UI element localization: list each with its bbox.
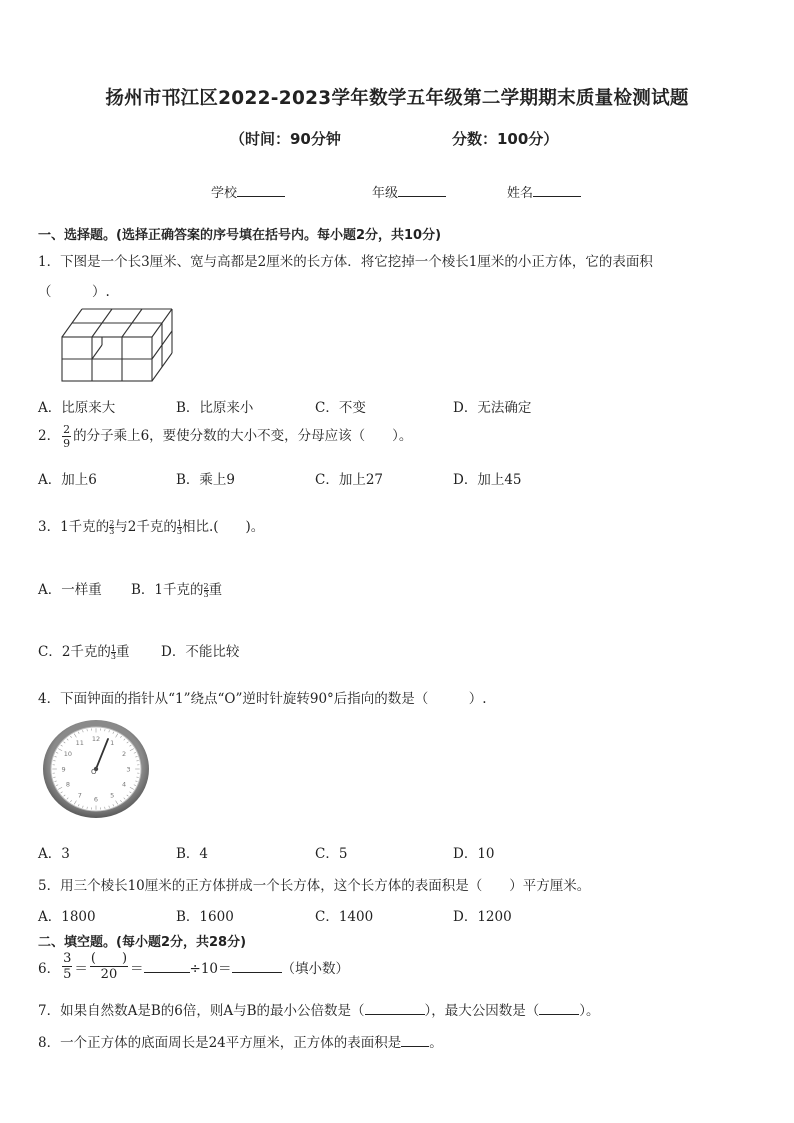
q1-option-a[interactable]: A．比原来大	[38, 400, 116, 416]
q6-f1-denominator: 5	[63, 967, 72, 982]
q7-gcd-blank[interactable]	[539, 1002, 579, 1015]
q5-option-b[interactable]: B．1600	[176, 909, 234, 925]
grade-field[interactable]	[372, 182, 446, 201]
clock-number: 8	[65, 780, 71, 789]
section2-heading: 二、填空题。(每小题2分，共28分)	[38, 935, 247, 950]
q3-option-b-numerator: 2	[203, 581, 209, 591]
q7-part1: 7．如果自然数A是B的6倍，则A与B的最小公倍数是（	[38, 1003, 365, 1019]
q3-f1-numerator: 2	[109, 518, 115, 528]
name-label: 姓名	[507, 186, 534, 201]
page-title: 扬州市邗江区2022-2023学年数学五年级第二学期期末质量检测试题	[105, 88, 689, 109]
q3-option-c-suffix: 重	[116, 644, 130, 660]
q6-fraction2[interactable]	[90, 952, 128, 981]
q1-answer-bracket: （ ）.	[38, 284, 110, 300]
q4-option-a[interactable]: A．3	[38, 846, 70, 862]
clock-number: 9	[61, 765, 66, 774]
q4-text: 4．下面钟面的指针从“1”绕点“O”逆时针旋转90°后指向的数是（ ）.	[38, 691, 487, 707]
q6-blank1[interactable]	[144, 960, 190, 973]
q6-fraction1	[62, 952, 72, 981]
q3-option-c-numerator: 1	[110, 643, 117, 653]
q3-option-c-text: C．2千克的	[38, 644, 111, 660]
q3-part3: 相比.( )。	[181, 519, 265, 535]
q6-text	[38, 952, 349, 981]
q4-option-c[interactable]: C．5	[315, 846, 348, 862]
q8-part1: 8．一个正方体的底面周长是24平方厘米，正方体的表面积是	[38, 1035, 402, 1051]
q5-text: 5．用三个棱长10厘米的正方体拼成一个长方体，这个长方体的表面积是（ ）平方厘米。	[38, 878, 591, 894]
q6-divide: ÷10＝	[189, 960, 232, 977]
q2-denominator: 9	[63, 437, 71, 450]
q3-option-b[interactable]	[131, 578, 222, 598]
q3-option-a[interactable]: A．一样重	[38, 582, 102, 598]
q2-option-a[interactable]: A．加上6	[38, 472, 97, 488]
q1-option-c[interactable]: C．不变	[315, 400, 366, 416]
clock-number: 2	[121, 750, 127, 759]
q2-numerator: 2	[63, 423, 71, 436]
q3-option-c-denominator: 3	[110, 652, 117, 661]
school-field[interactable]	[211, 182, 285, 201]
clock-face-icon	[42, 718, 152, 820]
q2-number: 2．	[38, 428, 61, 444]
q6-blank2[interactable]	[232, 960, 282, 973]
q7-part2: ），最大公因数是（	[424, 1003, 540, 1019]
q3-text	[38, 515, 264, 535]
q6-f2-denominator: 20	[100, 967, 118, 982]
clock-number: 6	[93, 795, 99, 804]
school-label: 学校	[211, 186, 238, 201]
q6-f1-numerator: 3	[63, 951, 72, 966]
q1-option-b[interactable]: B．比原来小	[176, 400, 254, 416]
clock-number: 3	[126, 765, 131, 774]
q2-option-b[interactable]: B．乘上9	[176, 472, 236, 488]
q8-part2: 。	[429, 1035, 443, 1051]
name-blank[interactable]	[533, 185, 581, 197]
q2-fraction	[62, 424, 71, 449]
q3-option-c[interactable]	[38, 640, 130, 660]
clock-number: 7	[77, 791, 82, 800]
q1-option-d[interactable]: D．无法确定	[453, 400, 532, 416]
exam-time: （时间：90分钟	[230, 130, 341, 148]
grade-blank[interactable]	[398, 185, 446, 197]
q3-f2-numerator: 1	[176, 518, 182, 528]
q8-text	[38, 1031, 443, 1051]
clock-number: 4	[121, 780, 127, 789]
q3-option-b-denominator: 3	[203, 590, 209, 599]
q5-option-d[interactable]: D．1200	[453, 909, 512, 925]
q3-f2-denominator: 3	[176, 527, 182, 536]
clock-number: 10	[63, 750, 73, 759]
q5-option-c[interactable]: C．1400	[315, 909, 374, 925]
cuboid-figure	[58, 305, 176, 385]
q2-option-d[interactable]: D．加上45	[453, 472, 522, 488]
q2-body: 的分子乘上6，要使分数的大小不变，分母应该（ ）。	[73, 428, 413, 444]
q7-text	[38, 999, 600, 1019]
q3-option-b-suffix: 重	[208, 582, 223, 598]
clock-number: 12	[91, 735, 101, 744]
q7-lcm-blank[interactable]	[365, 1002, 425, 1015]
q2-option-c[interactable]: C．加上27	[315, 472, 384, 488]
q3-f1-denominator: 3	[109, 527, 115, 536]
grade-label: 年级	[372, 186, 399, 201]
q3-option-b-text: B．1千克的	[131, 582, 204, 598]
name-field[interactable]	[507, 182, 581, 201]
clock-number: 11	[75, 739, 84, 748]
q6-number: 6．	[38, 960, 61, 977]
q3-part2: 与2千克的	[114, 519, 177, 535]
q3-part1: 3．1千克的	[38, 519, 110, 535]
section1-heading: 一、选择题。(选择正确答案的序号填在括号内。每小题2分，共10分)	[38, 228, 442, 243]
q4-option-d[interactable]: D．10	[453, 846, 495, 862]
q2-text	[38, 424, 412, 449]
q6-equals1: ＝	[74, 960, 88, 977]
q3-option-d[interactable]: D．不能比较	[161, 644, 240, 660]
school-blank[interactable]	[237, 185, 285, 197]
q6-equals2: ＝	[130, 960, 144, 977]
q7-part3: ）。	[579, 1003, 600, 1019]
q1-text: 1．下图是一个长3厘米、宽与高都是2厘米的长方体．将它挖掉一个棱长1厘米的小正方体，它的表面积	[38, 254, 653, 270]
clock-number: 1	[110, 739, 115, 748]
q6-f2-numerator-blank[interactable]: ( )	[90, 951, 128, 966]
q5-option-a[interactable]: A．1800	[38, 909, 96, 925]
clock-center-label: O	[91, 768, 97, 776]
q8-blank[interactable]	[401, 1034, 429, 1047]
q4-option-b[interactable]: B．4	[176, 846, 209, 862]
exam-score: 分数：100分）	[452, 130, 559, 148]
q6-suffix: （填小数）	[281, 960, 350, 977]
clock-number: 5	[110, 791, 115, 800]
